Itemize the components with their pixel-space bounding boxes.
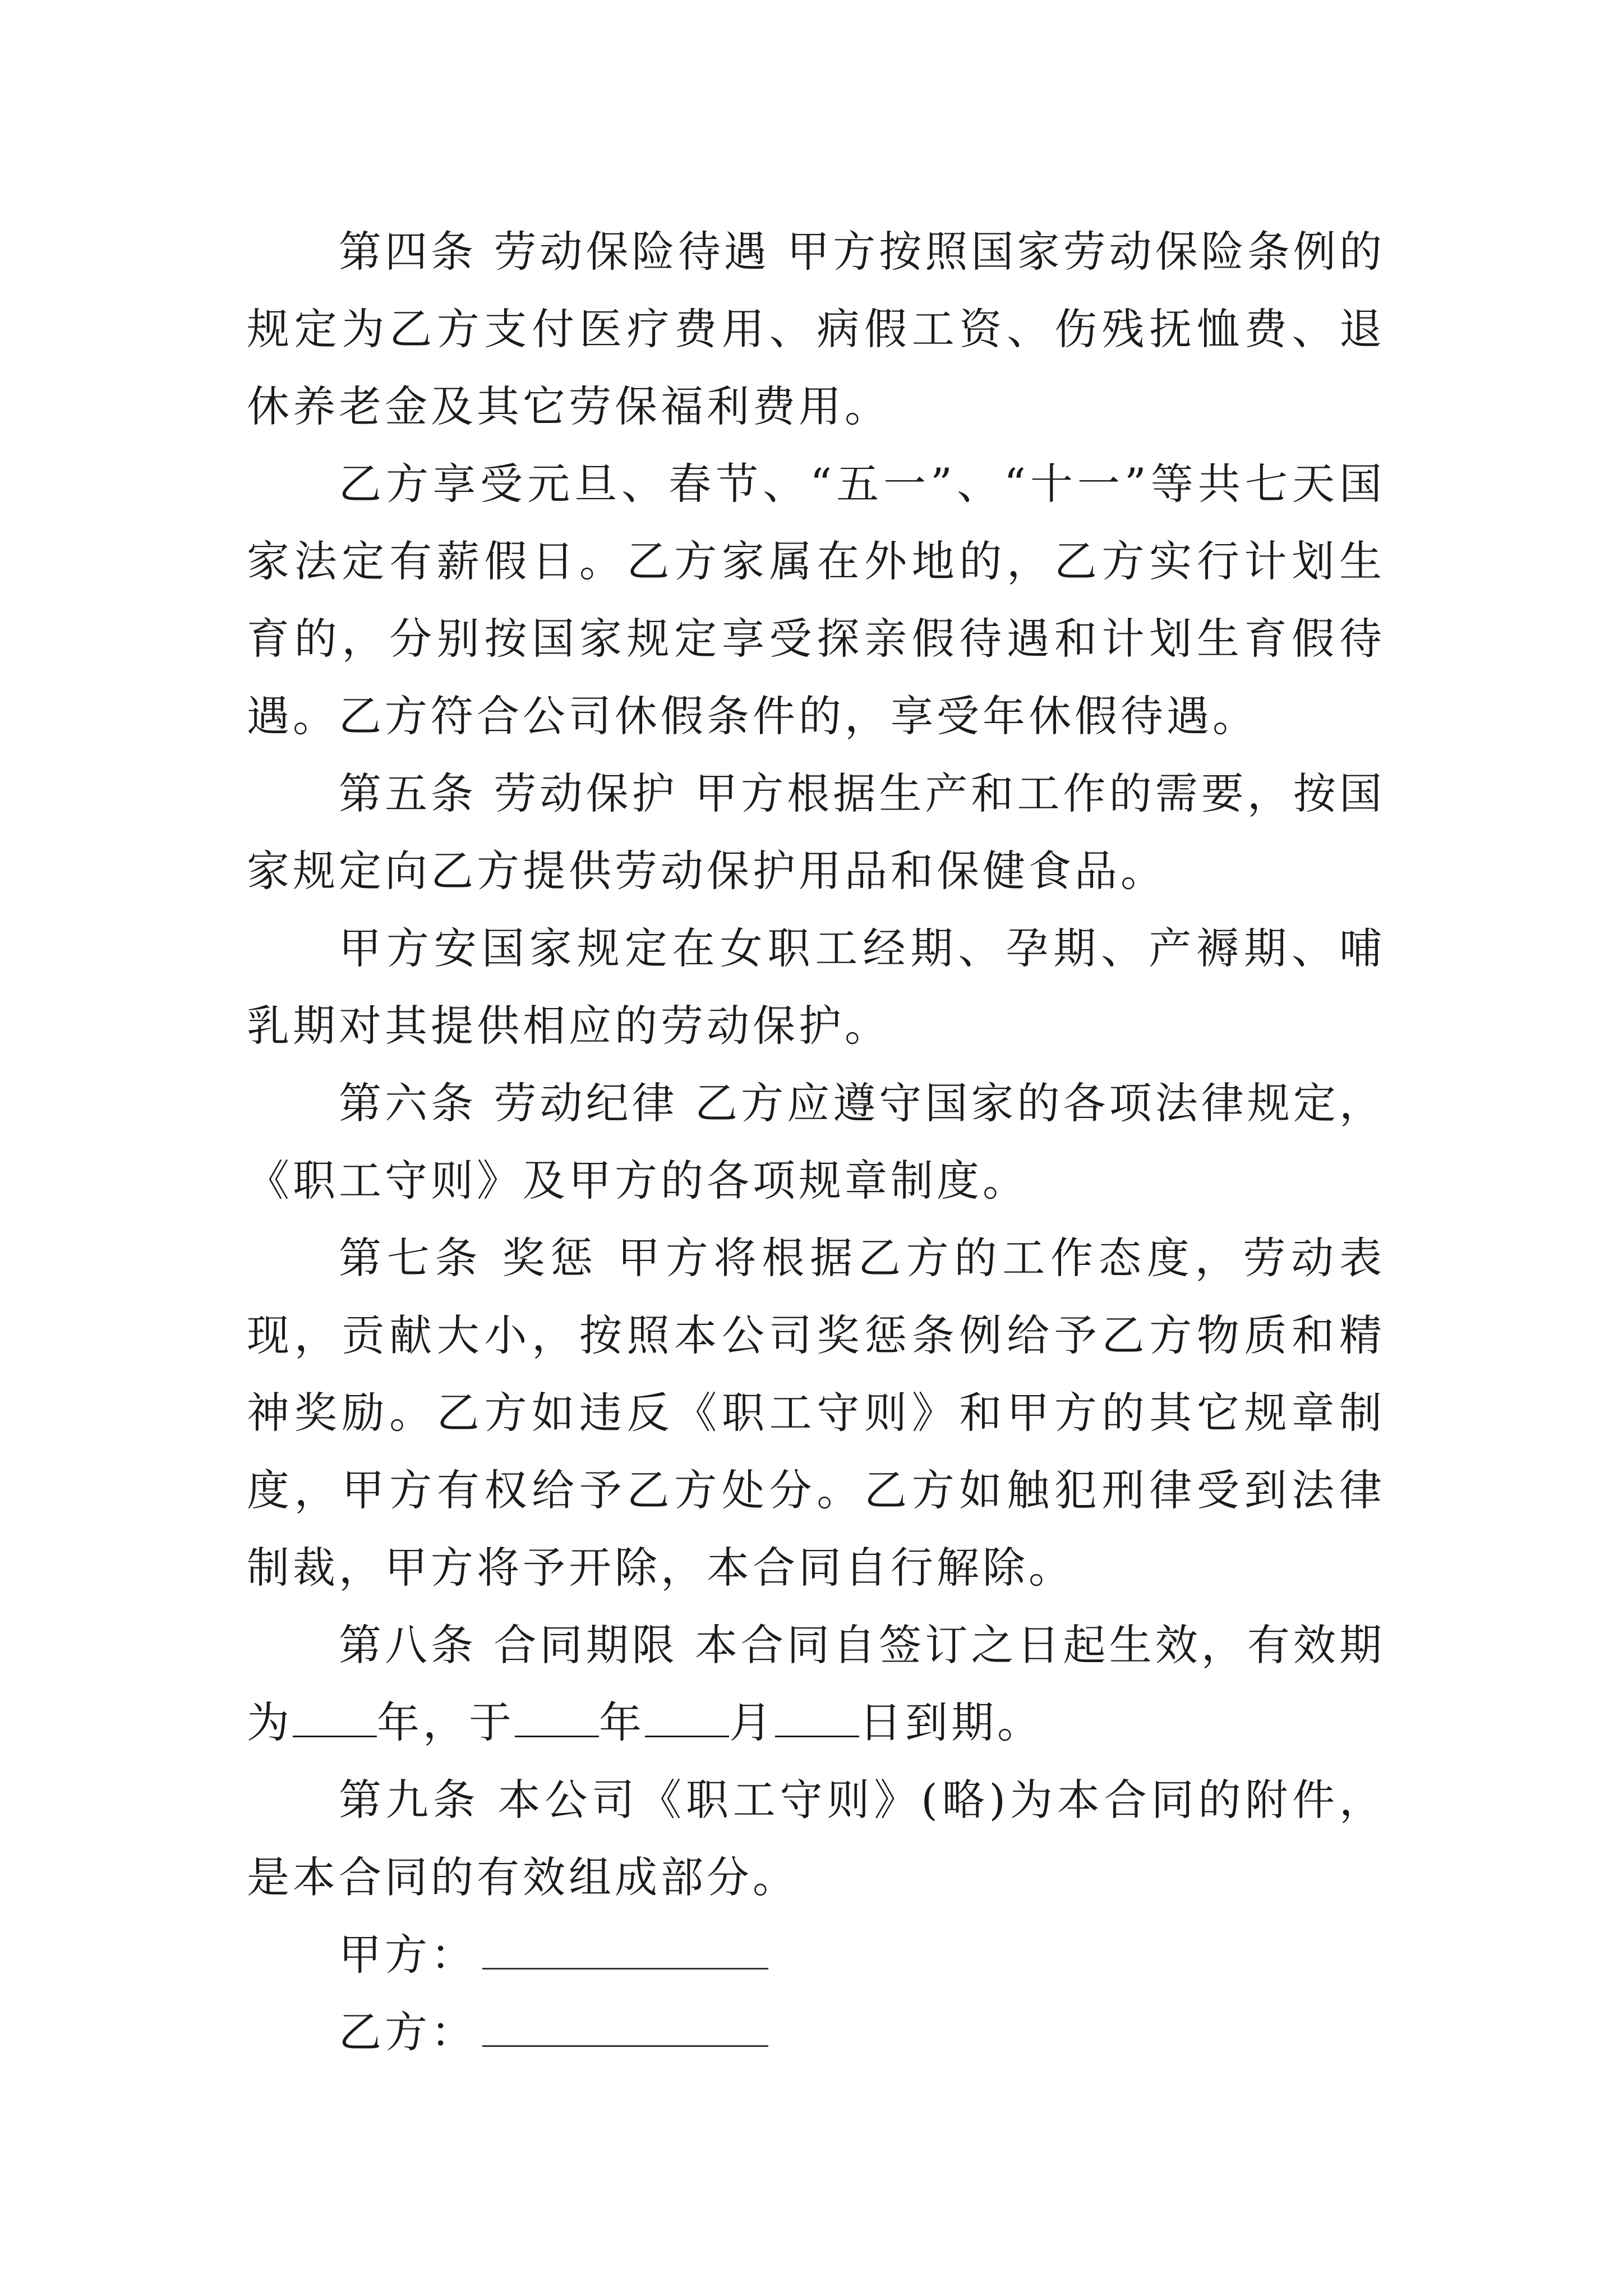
term-text: 第八条 合同期限 本合同自签订之日起生效，有效期为	[247, 1620, 1385, 1747]
holiday-paragraph: 乙方享受元旦、春节、“五一”、“十一”等共七天国家法定有薪假日。乙方家属在外地的，乙方实行计划生育的，分别按国家规定享受探亲假待遇和计划生育假待遇。乙方符合公司休假条件的，享受年休假待遇。	[247, 459, 1385, 741]
article-7-paragraph: 第七条 奖惩 甲方将根据乙方的工作态度，劳动表现，贡献大小，按照本公司奖惩条例给予乙方物质和精神奖励。乙方如违反《职工守则》和甲方的其它规章制度，甲方有权给予乙方处分。乙方如触犯刑律受到法律制裁，甲方将予开除，本合同自行解除。	[247, 1233, 1385, 1593]
contract-body	[247, 213, 1385, 2071]
party-a-signature-line	[247, 1916, 1385, 1994]
party-a-signature-field[interactable]	[482, 1929, 768, 1970]
term-year-unit: 年，于	[377, 1697, 515, 1747]
expiry-month-blank[interactable]	[645, 1696, 729, 1737]
expiry-day-blank[interactable]	[775, 1696, 859, 1737]
party-a-label: 甲方：	[339, 1930, 477, 1980]
article-9-paragraph: 第九条 本公司《职工守则》(略)为本合同的附件，是本合同的有效组成部分。	[247, 1775, 1385, 1902]
party-b-signature-field[interactable]	[482, 2006, 768, 2047]
expiry-month-unit: 月	[729, 1697, 775, 1747]
party-b-label: 乙方：	[339, 2007, 477, 2057]
party-b-signature-line	[247, 1994, 1385, 2071]
expiry-year-blank[interactable]	[515, 1696, 599, 1737]
term-years-blank[interactable]	[293, 1696, 377, 1737]
article-5-paragraph: 第五条 劳动保护 甲方根据生产和工作的需要，按国家规定向乙方提供劳动保护用品和保健食品。	[247, 769, 1385, 896]
female-protection-paragraph: 甲方安国家规定在女职工经期、孕期、产褥期、哺乳期对其提供相应的劳动保护。	[247, 923, 1385, 1051]
article-4-paragraph: 第四条 劳动保险待遇 甲方按照国家劳动保险条例的规定为乙方支付医疗费用、病假工资、伤残抚恤费、退休养老金及其它劳保福利费用。	[247, 227, 1385, 431]
article-6-paragraph: 第六条 劳动纪律 乙方应遵守国家的各项法律规定，《职工守则》及甲方的各项规章制度。	[247, 1078, 1385, 1205]
article-8-paragraph	[247, 1607, 1385, 1761]
expiry-day-unit: 日到期。	[859, 1697, 1043, 1747]
expiry-year-unit: 年	[599, 1697, 645, 1747]
